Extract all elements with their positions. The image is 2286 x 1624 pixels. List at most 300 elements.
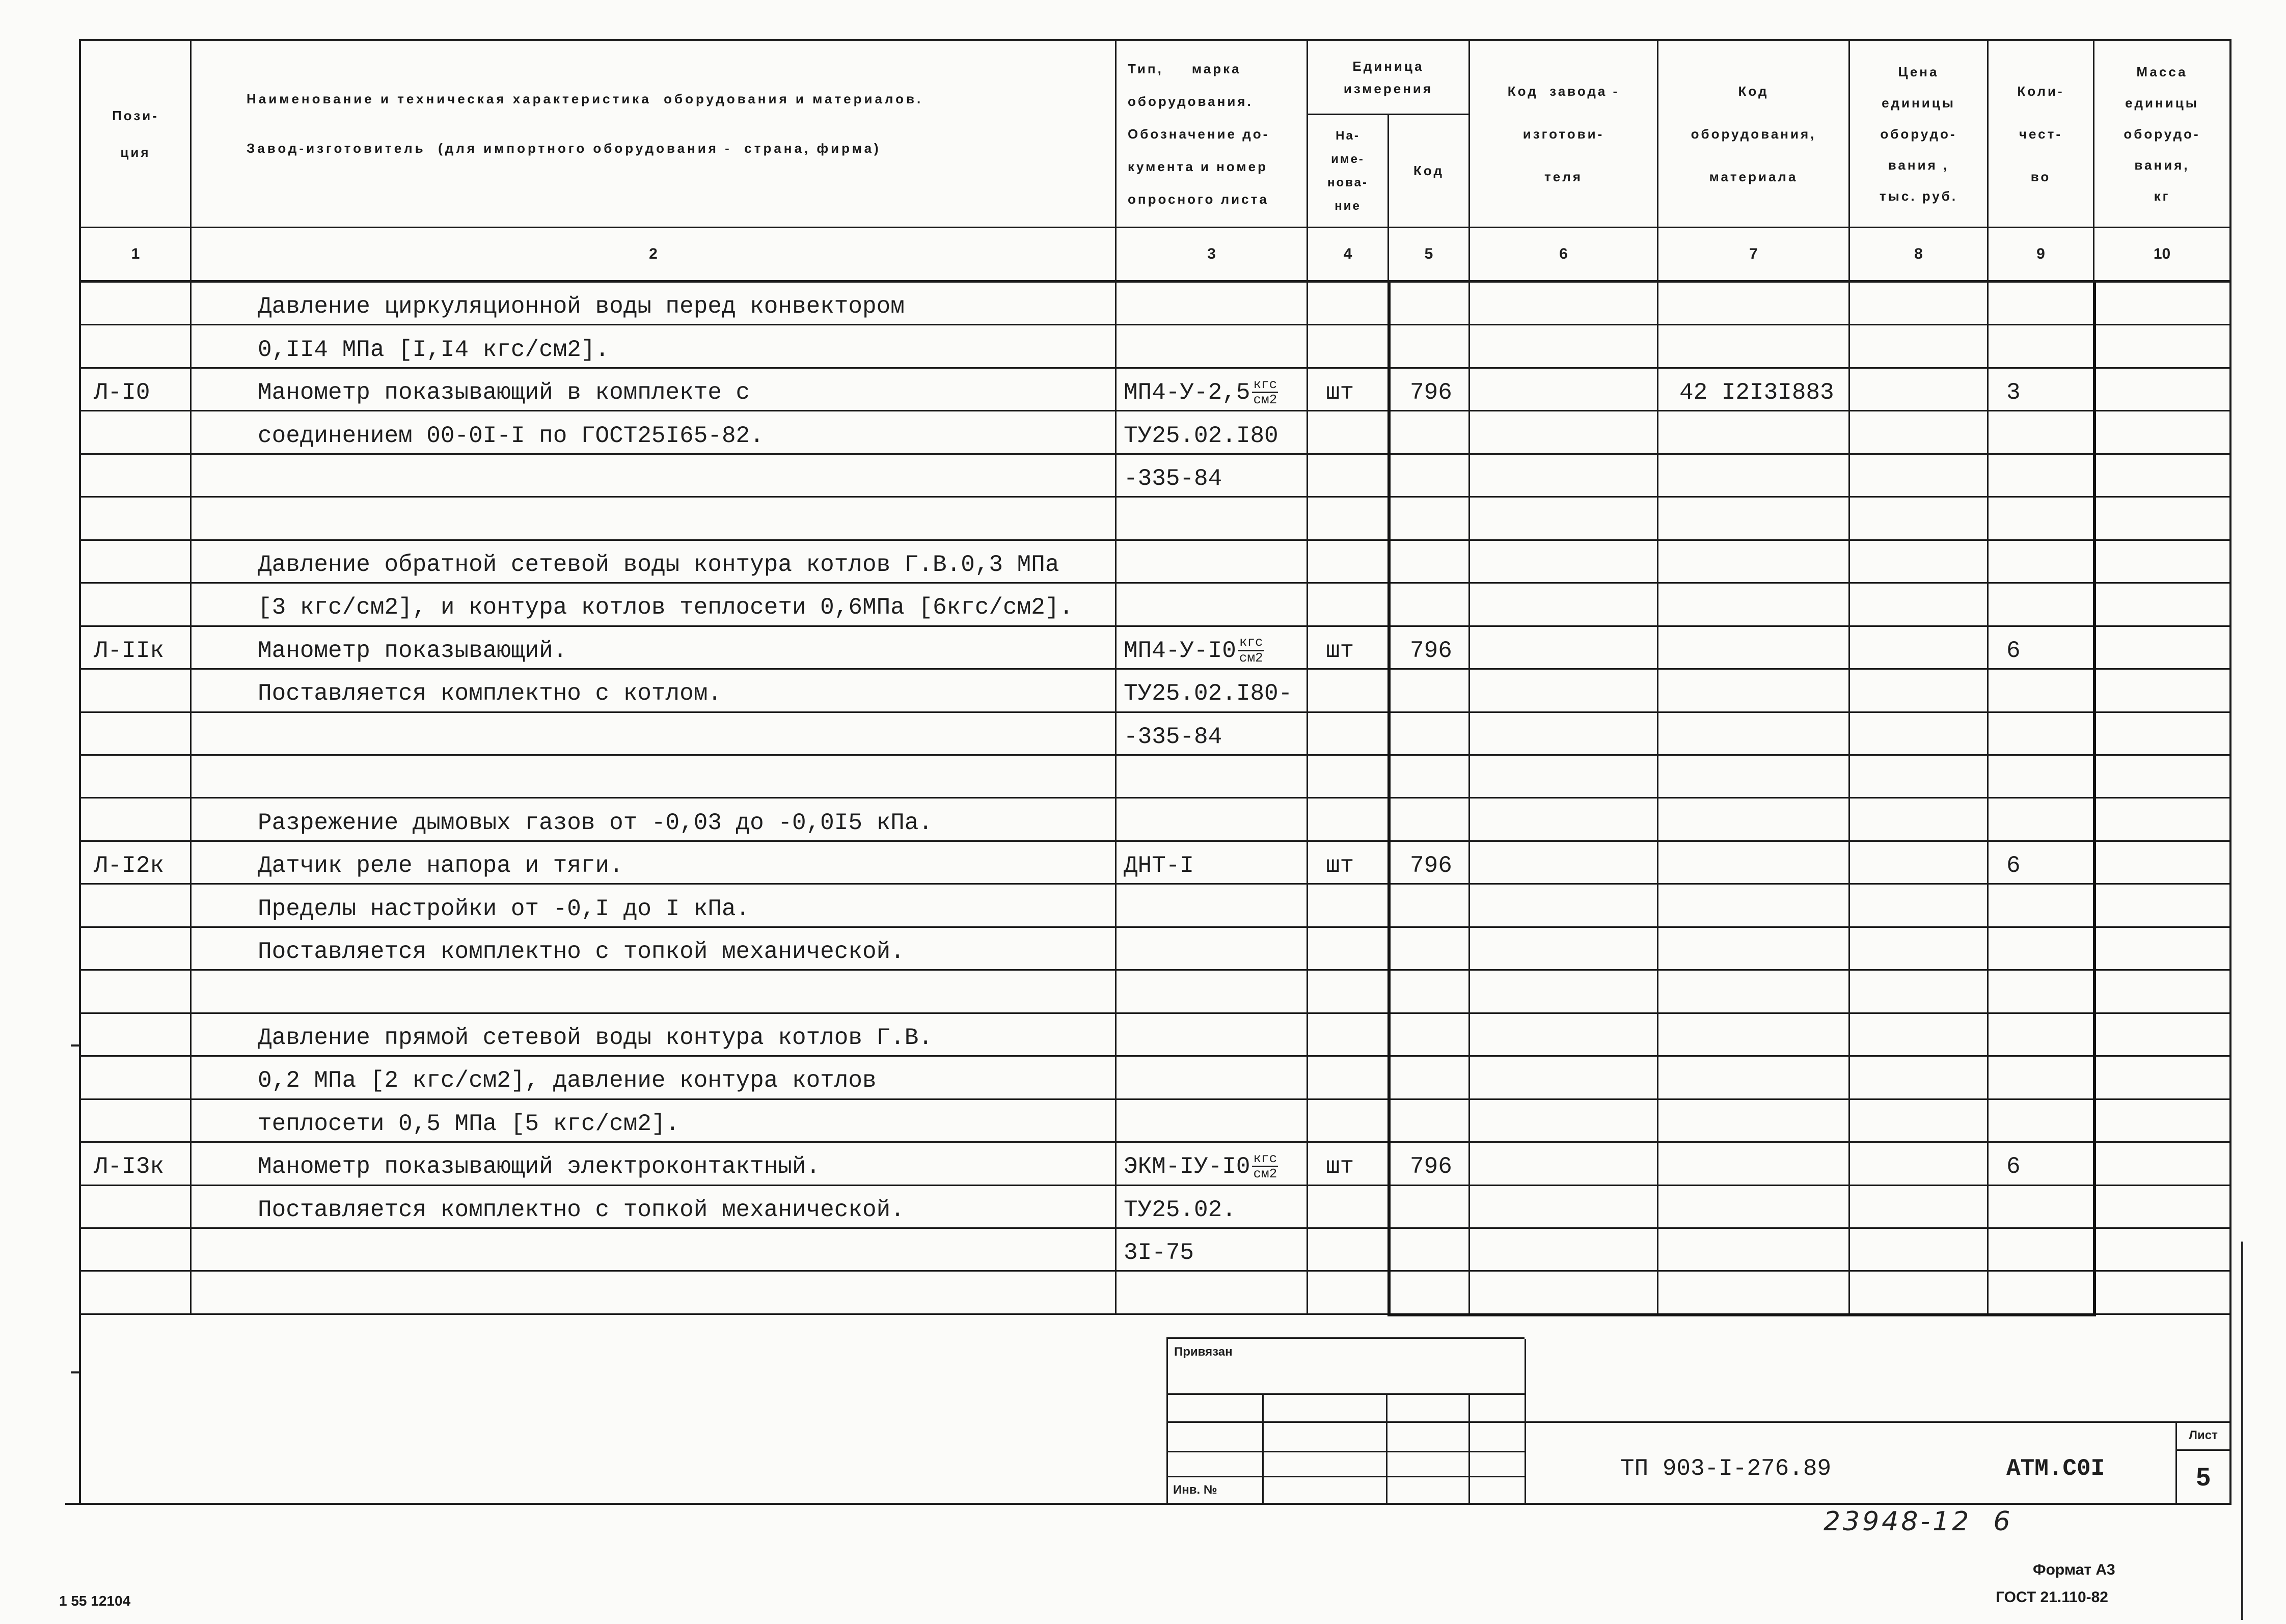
name-cell-text: [3 кгс/см2], и контура котлов теплосети 0,6МПа [6кгс/см2]. bbox=[258, 594, 1074, 621]
unit-code-cell bbox=[1389, 1186, 1470, 1229]
column-number: 10 bbox=[2094, 228, 2231, 283]
mass-cell bbox=[2094, 627, 2231, 670]
unit-name-cell bbox=[1308, 1186, 1389, 1229]
price-cell bbox=[1850, 799, 1989, 841]
stamp-cell bbox=[1387, 1477, 1470, 1504]
quantity-cell bbox=[1989, 885, 2094, 927]
equipment-code-cell bbox=[1658, 1014, 1850, 1057]
unit-code-cell bbox=[1389, 1100, 1470, 1143]
price-cell bbox=[1850, 1229, 1989, 1272]
equipment-code-cell bbox=[1658, 325, 1850, 368]
name-cell-text: Поставляется комплектно с топкой механической. bbox=[258, 938, 905, 965]
factory-code-cell bbox=[1470, 799, 1658, 841]
type-cell bbox=[1117, 369, 1308, 411]
type-cell-text: ТУ25.02. bbox=[1124, 1196, 1236, 1223]
type-cell-text: МП4-У-I0 bbox=[1124, 637, 1236, 664]
unit-name-cell bbox=[1308, 627, 1389, 670]
unit-code-cell bbox=[1389, 541, 1470, 584]
unit-code-cell bbox=[1389, 325, 1470, 368]
position-cell bbox=[81, 928, 192, 971]
equipment-code-cell bbox=[1658, 1100, 1850, 1143]
name-cell-text: Манометр показывающий в комплекте с bbox=[258, 379, 750, 406]
name-cell-text: 0,II4 МПа [I,I4 кгс/см2]. bbox=[258, 336, 610, 363]
type-cell bbox=[1117, 885, 1308, 927]
mass-cell bbox=[2094, 584, 2231, 626]
type-cell bbox=[1117, 1014, 1308, 1057]
quantity-cell bbox=[1989, 1100, 2094, 1143]
name-cell bbox=[192, 584, 1117, 626]
header-type bbox=[1117, 41, 1308, 228]
type-cell-text: 3I-75 bbox=[1124, 1240, 1194, 1267]
unit-name-cell bbox=[1308, 713, 1389, 756]
quantity-cell bbox=[1989, 713, 2094, 756]
position-cell bbox=[81, 627, 192, 670]
factory-code-cell bbox=[1470, 756, 1658, 799]
type-cell-text: МП4-У-2,5 bbox=[1124, 379, 1250, 406]
price-cell bbox=[1850, 411, 1989, 454]
mass-cell bbox=[2094, 411, 2231, 454]
name-cell bbox=[192, 756, 1117, 799]
document-mark: АТМ.С0I bbox=[2006, 1455, 2105, 1482]
mass-cell bbox=[2094, 799, 2231, 841]
factory-code-cell bbox=[1470, 541, 1658, 584]
position-cell bbox=[81, 369, 192, 411]
stamp-label: Привязан bbox=[1168, 1339, 1526, 1395]
type-cell bbox=[1117, 1186, 1308, 1229]
header-quantity-text: Коли- чест- во bbox=[2017, 84, 2064, 184]
unit-name-cell bbox=[1308, 498, 1389, 540]
header-equipment-code bbox=[1658, 41, 1850, 228]
frame-line-extension bbox=[65, 1503, 80, 1505]
unit-code-cell bbox=[1389, 799, 1470, 841]
factory-code-cell bbox=[1470, 885, 1658, 927]
name-cell bbox=[192, 411, 1117, 454]
unit-name-cell bbox=[1308, 885, 1389, 927]
stamp-cell bbox=[1470, 1395, 1526, 1423]
header-factory-code bbox=[1470, 41, 1658, 228]
fraction-denominator: см2 bbox=[1239, 650, 1263, 666]
name-cell bbox=[192, 928, 1117, 971]
factory-code-cell bbox=[1470, 369, 1658, 411]
equipment-code-cell bbox=[1658, 584, 1850, 626]
price-cell bbox=[1850, 1143, 1989, 1186]
position-cell bbox=[81, 971, 192, 1013]
name-cell-text: 0,2 МПа [2 кгс/см2], давление контура котлов bbox=[258, 1067, 877, 1094]
name-cell bbox=[192, 369, 1117, 411]
factory-code-cell bbox=[1470, 713, 1658, 756]
sheet-label: Лист bbox=[2175, 1421, 2229, 1451]
equipment-code-cell-text: 42 I2I3I883 bbox=[1679, 379, 1834, 406]
header-mass bbox=[2094, 41, 2231, 228]
factory-code-cell bbox=[1470, 1014, 1658, 1057]
factory-code-cell bbox=[1470, 1057, 1658, 1099]
price-cell bbox=[1850, 1272, 1989, 1314]
quantity-cell bbox=[1989, 584, 2094, 626]
fraction-numerator: кгс bbox=[1252, 378, 1278, 393]
equipment-code-cell bbox=[1658, 670, 1850, 712]
equipment-code-cell bbox=[1658, 455, 1850, 498]
type-cell bbox=[1117, 541, 1308, 584]
position-cell bbox=[81, 283, 192, 325]
name-cell-text: Разрежение дымовых газов от -0,03 до -0,0I5 кПа. bbox=[258, 809, 933, 836]
mass-cell bbox=[2094, 756, 2231, 799]
type-cell bbox=[1117, 670, 1308, 712]
type-cell bbox=[1117, 411, 1308, 454]
type-cell bbox=[1117, 756, 1308, 799]
column-number: 2 bbox=[192, 228, 1117, 283]
stamp-cell bbox=[1387, 1423, 1470, 1452]
factory-code-cell bbox=[1470, 1100, 1658, 1143]
unit-name-cell bbox=[1308, 325, 1389, 368]
factory-code-cell bbox=[1470, 971, 1658, 1013]
type-cell bbox=[1117, 1057, 1308, 1099]
header-equipment-code-text: Код оборудования, материала bbox=[1691, 84, 1816, 184]
fraction-numerator: кгс bbox=[1252, 1152, 1278, 1167]
equipment-code-cell bbox=[1658, 756, 1850, 799]
quantity-cell bbox=[1989, 1143, 2094, 1186]
price-cell bbox=[1850, 756, 1989, 799]
equipment-code-cell bbox=[1658, 971, 1850, 1013]
unit-name-cell bbox=[1308, 842, 1389, 885]
factory-code-cell bbox=[1470, 670, 1658, 712]
unit-name-cell bbox=[1308, 411, 1389, 454]
name-cell bbox=[192, 670, 1117, 712]
name-cell bbox=[192, 842, 1117, 885]
archive-number: 1 55 12104 bbox=[59, 1593, 131, 1609]
header-position bbox=[81, 41, 192, 228]
unit-code-cell bbox=[1389, 756, 1470, 799]
factory-code-cell bbox=[1470, 411, 1658, 454]
mass-cell bbox=[2094, 1186, 2231, 1229]
position-cell bbox=[81, 756, 192, 799]
quantity-cell bbox=[1989, 498, 2094, 540]
name-cell-text: соединением 00-0I-I по ГОСТ25I65-82. bbox=[258, 422, 764, 449]
unit-name-cell bbox=[1308, 541, 1389, 584]
unit-name-cell-text: шт bbox=[1326, 852, 1354, 879]
unit-name-cell-text: шт bbox=[1326, 637, 1354, 664]
stamp-cell bbox=[1168, 1452, 1264, 1477]
header-price-text: Цена единицы оборудо- вания , тыс. руб. bbox=[1879, 64, 1958, 204]
name-cell bbox=[192, 885, 1117, 927]
name-cell-text: Манометр показывающий электроконтактный. bbox=[258, 1153, 821, 1180]
type-cell bbox=[1117, 1143, 1308, 1186]
unit-code-cell bbox=[1389, 842, 1470, 885]
equipment-code-cell bbox=[1658, 713, 1850, 756]
factory-code-cell bbox=[1470, 1272, 1658, 1314]
factory-code-cell bbox=[1470, 928, 1658, 971]
mass-cell bbox=[2094, 283, 2231, 325]
stamp-cell bbox=[1168, 1395, 1264, 1423]
position-cell bbox=[81, 411, 192, 454]
equipment-code-cell bbox=[1658, 627, 1850, 670]
name-cell-text: Пределы настройки от -0,I до I кПа. bbox=[258, 895, 750, 922]
position-cell bbox=[81, 325, 192, 368]
name-cell bbox=[192, 799, 1117, 841]
unit-code-cell-text: 796 bbox=[1410, 1153, 1452, 1180]
mass-cell bbox=[2094, 670, 2231, 712]
unit-name-cell bbox=[1308, 1057, 1389, 1099]
position-cell-text: Л-I2к bbox=[94, 852, 165, 879]
type-cell bbox=[1117, 799, 1308, 841]
name-cell bbox=[192, 627, 1117, 670]
mass-cell bbox=[2094, 885, 2231, 927]
mass-cell bbox=[2094, 455, 2231, 498]
equipment-code-cell bbox=[1658, 799, 1850, 841]
stamp-cell bbox=[1470, 1423, 1526, 1452]
quantity-cell bbox=[1989, 541, 2094, 584]
position-cell-text: Л-IIк bbox=[94, 637, 165, 664]
unit-code-cell bbox=[1389, 1057, 1470, 1099]
unit-name-cell bbox=[1308, 283, 1389, 325]
type-cell-text: ТУ25.02.I80- bbox=[1124, 680, 1293, 707]
price-cell bbox=[1850, 369, 1989, 411]
type-cell bbox=[1117, 1272, 1308, 1314]
quantity-cell-text: 6 bbox=[2006, 852, 2021, 879]
format-note: Формат А3 bbox=[2033, 1561, 2115, 1578]
price-cell bbox=[1850, 1014, 1989, 1057]
quantity-cell bbox=[1989, 928, 2094, 971]
position-cell bbox=[81, 1229, 192, 1272]
column-number: 7 bbox=[1658, 228, 1850, 283]
equipment-code-cell bbox=[1658, 928, 1850, 971]
factory-code-cell bbox=[1470, 283, 1658, 325]
quantity-cell bbox=[1989, 283, 2094, 325]
quantity-cell bbox=[1989, 756, 2094, 799]
equipment-code-cell bbox=[1658, 369, 1850, 411]
fraction-numerator: кгс bbox=[1238, 636, 1264, 651]
position-cell bbox=[81, 498, 192, 540]
stamp-cell bbox=[1470, 1477, 1526, 1504]
price-cell bbox=[1850, 1100, 1989, 1143]
unit-name-cell bbox=[1308, 584, 1389, 626]
unit-code-cell bbox=[1389, 971, 1470, 1013]
unit-name-cell bbox=[1308, 756, 1389, 799]
equipment-code-cell bbox=[1658, 498, 1850, 540]
header-position-text: Пози- ция bbox=[112, 108, 159, 160]
unit-name-cell bbox=[1308, 1229, 1389, 1272]
price-cell bbox=[1850, 670, 1989, 712]
unit-name-cell bbox=[1308, 1100, 1389, 1143]
header-quantity bbox=[1989, 41, 2094, 228]
stamp-cell bbox=[1264, 1477, 1387, 1504]
equipment-code-cell bbox=[1658, 411, 1850, 454]
type-cell bbox=[1117, 627, 1308, 670]
type-cell-text: -335-84 bbox=[1124, 465, 1222, 492]
stamp-cell bbox=[1387, 1395, 1470, 1423]
type-cell bbox=[1117, 842, 1308, 885]
unit-name-cell bbox=[1308, 928, 1389, 971]
name-cell-text: Давление прямой сетевой воды контура котлов Г.В. bbox=[258, 1024, 933, 1051]
position-cell-text: Л-I3к bbox=[94, 1153, 165, 1180]
equipment-code-cell bbox=[1658, 541, 1850, 584]
document-code: ТП 903-I-276.89 bbox=[1620, 1455, 1832, 1482]
name-cell bbox=[192, 325, 1117, 368]
price-cell bbox=[1850, 971, 1989, 1013]
price-cell bbox=[1850, 498, 1989, 540]
price-cell bbox=[1850, 928, 1989, 971]
equipment-code-cell bbox=[1658, 1229, 1850, 1272]
quantity-cell bbox=[1989, 971, 2094, 1013]
price-cell bbox=[1850, 1057, 1989, 1099]
unit-code-cell-text: 796 bbox=[1410, 852, 1452, 879]
mass-cell bbox=[2094, 369, 2231, 411]
equipment-code-cell bbox=[1658, 842, 1850, 885]
title-block bbox=[79, 1315, 2231, 1505]
position-cell-text: Л-I0 bbox=[94, 379, 150, 406]
mass-cell bbox=[2094, 842, 2231, 885]
column-number: 3 bbox=[1117, 228, 1308, 283]
mass-cell bbox=[2094, 713, 2231, 756]
stamp-cell bbox=[1168, 1423, 1264, 1452]
equipment-code-cell bbox=[1658, 283, 1850, 325]
factory-code-cell bbox=[1470, 1229, 1658, 1272]
header-name bbox=[192, 41, 1117, 228]
position-cell bbox=[81, 1014, 192, 1057]
header-name-line1: Наименование и техническая характеристика оборудования и материалов. bbox=[247, 91, 923, 106]
position-cell bbox=[81, 670, 192, 712]
mass-cell bbox=[2094, 541, 2231, 584]
factory-code-cell bbox=[1470, 1186, 1658, 1229]
fraction-denominator: см2 bbox=[1253, 392, 1277, 408]
handwritten-number: 23948-12 6 bbox=[1824, 1506, 2013, 1537]
header-type-text: Тип, марка оборудования. Обозначение до- кумента и номер опросного листа bbox=[1128, 61, 1270, 207]
stamp-cell bbox=[1264, 1452, 1387, 1477]
position-cell bbox=[81, 1186, 192, 1229]
unit-code-cell bbox=[1389, 1272, 1470, 1314]
unit-code-cell-text: 796 bbox=[1410, 637, 1452, 664]
unit-code-cell bbox=[1389, 455, 1470, 498]
name-cell bbox=[192, 498, 1117, 540]
name-cell-text: теплосети 0,5 МПа [5 кгс/см2]. bbox=[258, 1110, 680, 1137]
unit-code-cell bbox=[1389, 1143, 1470, 1186]
type-cell bbox=[1117, 498, 1308, 540]
quantity-cell bbox=[1989, 455, 2094, 498]
equipment-code-cell bbox=[1658, 1272, 1850, 1314]
price-cell bbox=[1850, 325, 1989, 368]
mass-cell bbox=[2094, 1057, 2231, 1099]
type-cell-text: ЭКМ-IУ-I0 bbox=[1124, 1153, 1250, 1180]
column-number: 4 bbox=[1308, 228, 1389, 283]
unit-code-cell bbox=[1389, 885, 1470, 927]
name-cell bbox=[192, 1229, 1117, 1272]
unit-name-cell-text: шт bbox=[1326, 379, 1354, 406]
price-cell bbox=[1850, 283, 1989, 325]
stamp-cell bbox=[1387, 1452, 1470, 1477]
unit-code-cell bbox=[1389, 713, 1470, 756]
stamp-cell bbox=[1264, 1395, 1387, 1423]
unit-name-cell bbox=[1308, 1143, 1389, 1186]
position-cell bbox=[81, 1143, 192, 1186]
unit-code-cell bbox=[1389, 283, 1470, 325]
quantity-cell bbox=[1989, 1014, 2094, 1057]
factory-code-cell bbox=[1470, 1143, 1658, 1186]
unit-fraction bbox=[1252, 378, 1278, 407]
mass-cell bbox=[2094, 325, 2231, 368]
name-cell-text: Давление обратной сетевой воды контура котлов Г.В.0,3 МПа bbox=[258, 551, 1059, 578]
fold-line bbox=[2241, 1242, 2243, 1620]
position-cell bbox=[81, 584, 192, 626]
price-cell bbox=[1850, 1186, 1989, 1229]
title-divider bbox=[1525, 1421, 2229, 1423]
fraction-denominator: см2 bbox=[1253, 1166, 1277, 1182]
factory-code-cell bbox=[1470, 325, 1658, 368]
quantity-cell-text: 3 bbox=[2006, 379, 2021, 406]
quantity-cell bbox=[1989, 325, 2094, 368]
unit-code-cell-text: 796 bbox=[1410, 379, 1452, 406]
unit-code-cell bbox=[1389, 1014, 1470, 1057]
equipment-code-cell bbox=[1658, 885, 1850, 927]
type-cell bbox=[1117, 713, 1308, 756]
name-cell bbox=[192, 1186, 1117, 1229]
quantity-cell bbox=[1989, 627, 2094, 670]
quantity-cell bbox=[1989, 799, 2094, 841]
mass-cell bbox=[2094, 1143, 2231, 1186]
position-cell bbox=[81, 885, 192, 927]
header-price bbox=[1850, 41, 1989, 228]
position-cell bbox=[81, 455, 192, 498]
mass-cell bbox=[2094, 1229, 2231, 1272]
equipment-code-cell bbox=[1658, 1143, 1850, 1186]
column-number: 8 bbox=[1850, 228, 1989, 283]
unit-name-cell bbox=[1308, 1014, 1389, 1057]
price-cell bbox=[1850, 455, 1989, 498]
unit-name-cell bbox=[1308, 1272, 1389, 1314]
column-number: 6 bbox=[1470, 228, 1658, 283]
price-cell bbox=[1850, 885, 1989, 927]
quantity-cell bbox=[1989, 1272, 2094, 1314]
type-cell-text: ТУ25.02.I80 bbox=[1124, 422, 1278, 449]
type-cell bbox=[1117, 928, 1308, 971]
mass-cell bbox=[2094, 1272, 2231, 1314]
equipment-code-cell bbox=[1658, 1186, 1850, 1229]
position-cell bbox=[81, 1272, 192, 1314]
type-cell bbox=[1117, 1100, 1308, 1143]
column-number: 5 bbox=[1389, 228, 1470, 283]
name-cell bbox=[192, 1014, 1117, 1057]
price-cell bbox=[1850, 584, 1989, 626]
unit-code-cell bbox=[1389, 369, 1470, 411]
unit-fraction bbox=[1238, 636, 1264, 665]
name-cell-text: Поставляется комплектно с топкой механической. bbox=[258, 1196, 905, 1223]
mass-cell bbox=[2094, 928, 2231, 971]
position-cell bbox=[81, 713, 192, 756]
standard-note: ГОСТ 21.110-82 bbox=[1996, 1589, 2108, 1606]
name-cell bbox=[192, 713, 1117, 756]
unit-code-cell bbox=[1389, 584, 1470, 626]
unit-code-cell bbox=[1389, 1229, 1470, 1272]
mass-cell bbox=[2094, 971, 2231, 1013]
position-cell bbox=[81, 541, 192, 584]
stamp-cell bbox=[1264, 1423, 1387, 1452]
factory-code-cell bbox=[1470, 498, 1658, 540]
type-cell bbox=[1117, 584, 1308, 626]
unit-name-cell bbox=[1308, 369, 1389, 411]
unit-code-cell bbox=[1389, 670, 1470, 712]
type-cell bbox=[1117, 325, 1308, 368]
header-unit-name-text: На- име- нова- ние bbox=[1327, 128, 1368, 213]
header-name-line2: Завод-изготовитель (для импортного оборудования - страна, фирма) bbox=[247, 141, 881, 156]
column-number: 9 bbox=[1989, 228, 2094, 283]
name-cell bbox=[192, 1057, 1117, 1099]
margin-tick bbox=[71, 1371, 81, 1373]
type-cell bbox=[1117, 455, 1308, 498]
unit-fraction bbox=[1252, 1152, 1278, 1181]
unit-name-cell bbox=[1308, 799, 1389, 841]
stamp-cell bbox=[1470, 1452, 1526, 1477]
type-cell bbox=[1117, 1229, 1308, 1272]
quantity-cell bbox=[1989, 411, 2094, 454]
unit-name-cell-text: шт bbox=[1326, 1153, 1354, 1180]
